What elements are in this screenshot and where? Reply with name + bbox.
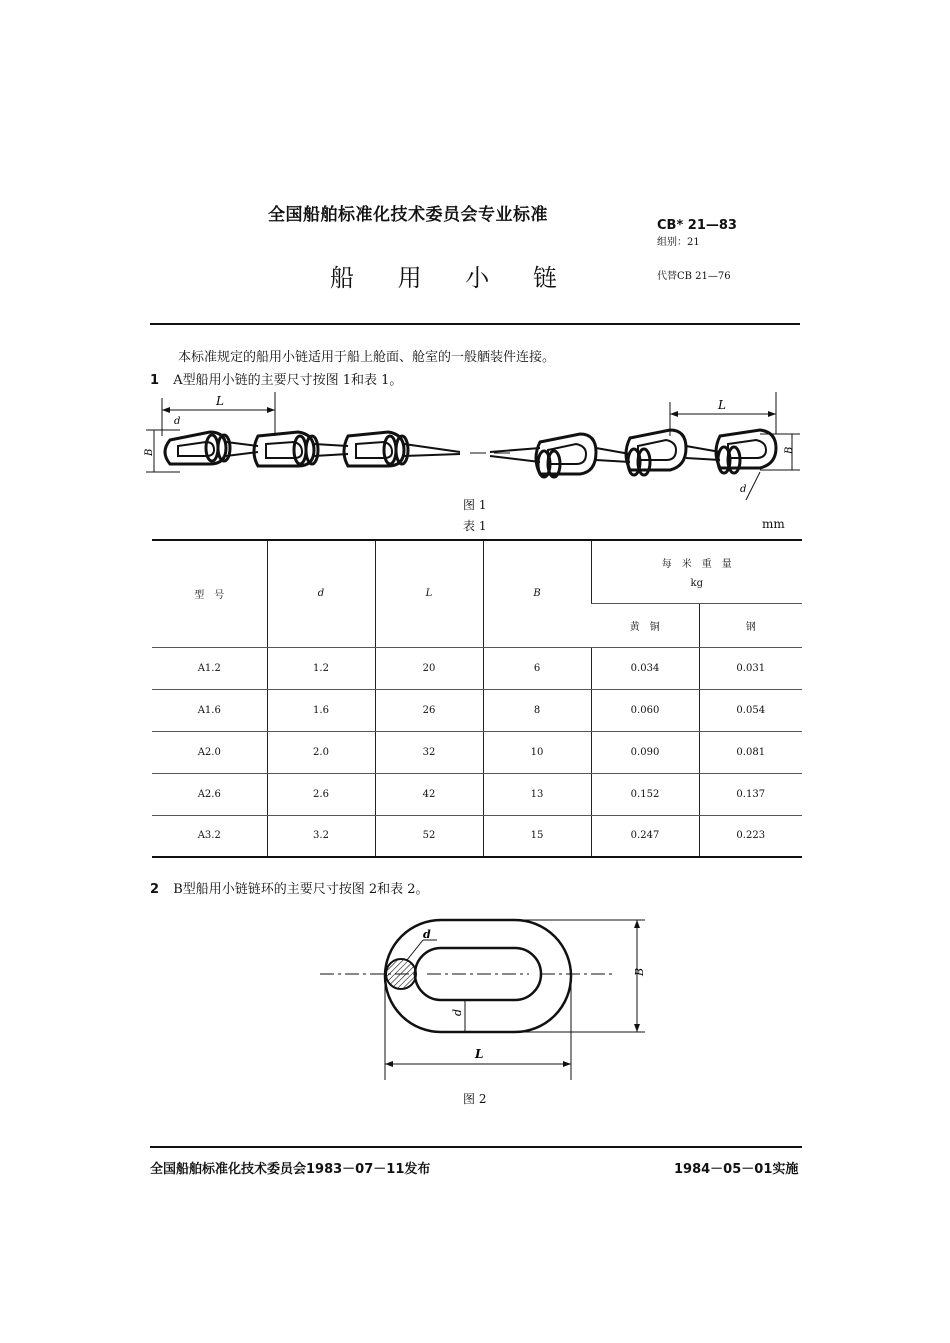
cell-model: A1.6 xyxy=(152,689,267,731)
table-1-caption: 表 1 xyxy=(463,519,487,533)
header-B: B xyxy=(483,540,591,647)
cell-B: 6 xyxy=(483,647,591,689)
cell-L: 20 xyxy=(375,647,483,689)
table-row xyxy=(152,773,802,815)
section-2 xyxy=(150,878,429,897)
cell-steel: 0.223 xyxy=(699,815,802,857)
table-1-unit: mm xyxy=(762,517,785,531)
header-model: 型 号 xyxy=(152,540,267,647)
cell-L: 32 xyxy=(375,731,483,773)
table-row xyxy=(152,647,802,689)
cell-brass: 0.034 xyxy=(591,647,699,689)
header-weight-unit: kg xyxy=(690,577,703,589)
figure-2-link-drawing xyxy=(315,912,655,1084)
cell-model: A3.2 xyxy=(152,815,267,857)
fig1-label-L-right: L xyxy=(718,398,726,412)
cell-model: A2.0 xyxy=(152,731,267,773)
header-steel: 钢 xyxy=(699,603,802,647)
group-number: 组别：21 xyxy=(657,237,700,248)
cell-B: 13 xyxy=(483,773,591,815)
document-title: 船 用 小 链 xyxy=(330,264,575,292)
section-1-text: A型船用小链的主要尺寸按图 1和表 1。 xyxy=(173,373,403,388)
section-1-number: 1 xyxy=(150,373,160,388)
cell-d: 1.6 xyxy=(267,689,375,731)
cell-d: 3.2 xyxy=(267,815,375,857)
header-weight xyxy=(591,540,802,603)
effective-date: 1984－05－01实施 xyxy=(674,1162,799,1177)
cell-steel: 0.137 xyxy=(699,773,802,815)
cell-brass: 0.090 xyxy=(591,731,699,773)
table-row xyxy=(152,731,802,773)
section-1 xyxy=(150,369,402,388)
fig2-label-B: B xyxy=(633,967,646,976)
footer-rule xyxy=(150,1146,802,1148)
cell-model: A2.6 xyxy=(152,773,267,815)
fig2-label-d-top: d xyxy=(423,928,431,941)
intro-paragraph: 本标准规定的船用小链适用于船上舱面、舱室的一般舾装件连接。 xyxy=(178,350,556,365)
fig2-label-L: L xyxy=(475,1047,484,1061)
fig1-label-L-left: L xyxy=(216,394,224,408)
cell-L: 52 xyxy=(375,815,483,857)
table-row xyxy=(152,815,802,857)
cell-brass: 0.060 xyxy=(591,689,699,731)
figure-2-caption: 图 2 xyxy=(463,1092,487,1106)
cell-B: 15 xyxy=(483,815,591,857)
fig1-label-d-left: d xyxy=(174,416,181,427)
cell-L: 42 xyxy=(375,773,483,815)
cell-B: 8 xyxy=(483,689,591,731)
cell-steel: 0.081 xyxy=(699,731,802,773)
cell-B: 10 xyxy=(483,731,591,773)
section-2-number: 2 xyxy=(150,882,160,897)
figure-1-caption: 图 1 xyxy=(463,498,487,512)
header-weight-label: 每 米 重 量 xyxy=(661,558,732,570)
issuing-organization: 全国船舶标准化技术委员会专业标准 xyxy=(268,205,548,225)
table-row xyxy=(152,689,802,731)
header-L: L xyxy=(375,540,483,647)
fig2-label-d-inner: d xyxy=(451,1008,464,1016)
cell-d: 2.6 xyxy=(267,773,375,815)
cell-model: A1.2 xyxy=(152,647,267,689)
table-1 xyxy=(152,539,802,858)
standard-number: CB* 21—83 xyxy=(657,218,737,233)
figure-1-chain-drawing xyxy=(140,390,810,505)
fig1-label-d-right: d xyxy=(740,484,747,495)
header-d: d xyxy=(267,540,375,647)
header-brass: 黄 铜 xyxy=(591,603,699,647)
cell-d: 1.2 xyxy=(267,647,375,689)
cell-steel: 0.054 xyxy=(699,689,802,731)
issue-date: 全国船舶标准化技术委员会1983－07－11发布 xyxy=(150,1162,431,1177)
fig1-label-B-left: B xyxy=(144,448,155,456)
cell-brass: 0.247 xyxy=(591,815,699,857)
header-rule xyxy=(150,323,800,325)
cell-brass: 0.152 xyxy=(591,773,699,815)
cell-steel: 0.031 xyxy=(699,647,802,689)
replaces-standard: 代替CB 21—76 xyxy=(657,271,731,282)
cell-L: 26 xyxy=(375,689,483,731)
cell-d: 2.0 xyxy=(267,731,375,773)
section-2-text: B型船用小链链环的主要尺寸按图 2和表 2。 xyxy=(173,882,429,897)
fig1-label-B-right: B xyxy=(784,446,795,454)
